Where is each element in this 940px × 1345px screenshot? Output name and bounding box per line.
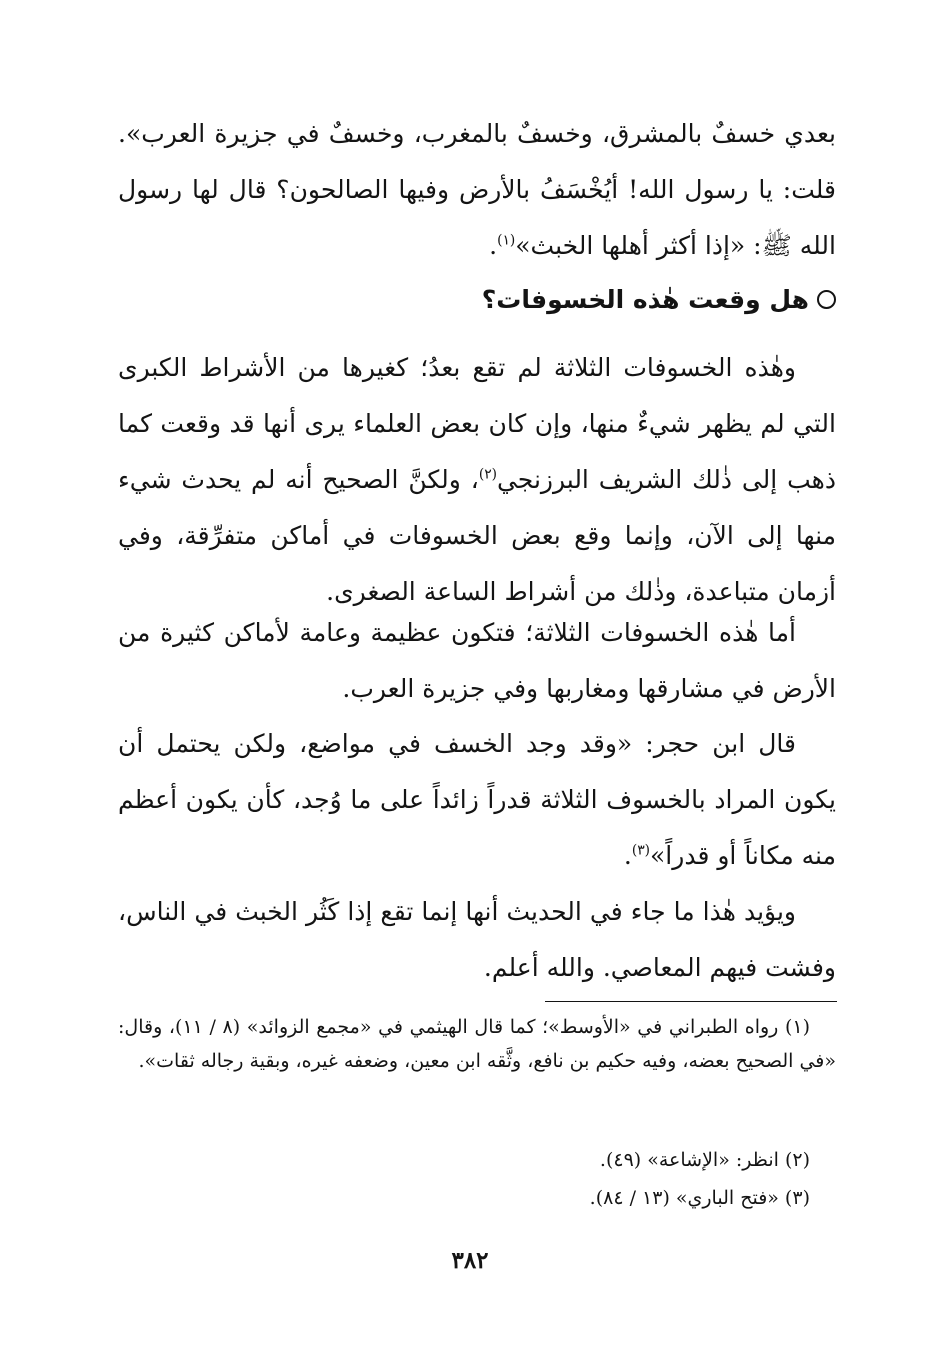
paragraph-end: . — [489, 231, 498, 260]
section-heading — [482, 272, 836, 328]
section-heading-text: هل وقعت هٰذه الخسوفات؟ — [481, 285, 809, 314]
footnote-2: (٢) انظر: «الإشاعة» (٤٩). — [599, 1149, 810, 1171]
footnote-1: (١) رواه الطبراني في «الأوسط»؛ كما قال الهيثمي في «مجمع الزوائد» (٨ / ١١)، وقال: «في الصحيح بعضه، وفيه حكيم بن نافع، وثَّقه ابن معين، وضعفه غيره، وبقية رجاله ثقات». — [118, 1016, 836, 1072]
paragraph-end: . — [623, 841, 632, 870]
circle-bullet-icon — [817, 290, 836, 309]
footnote-ref-3: (٣) — [631, 842, 651, 859]
footnote-ref-1: (١) — [497, 232, 516, 249]
page-number: ٣٨٢ — [451, 1247, 489, 1274]
footnote-3: (٣) «فتح الباري» (١٣ / ٨٤). — [589, 1187, 810, 1209]
footnote-ref-2: (٢) — [478, 466, 497, 483]
footnote-divider — [545, 1001, 837, 1002]
paragraph-three-khusufat: أما هٰذه الخسوفات الثلاثة؛ فتكون عظيمة وعامة لأماكن كثيرة من الأرض في مشارقها ومغاربها وفي جزيرة العرب. — [118, 618, 836, 703]
paragraph-text: بعدي خسفٌ بالمشرق، وخسفٌ بالمغرب، وخسفٌ في جزيرة العرب». قلت: يا رسول الله! أيُخْسَفُ بالأرض وفيها الصالحون؟ قال لها رسول الله ﷺ: «إذا أكثر أهلها الخبث» — [118, 119, 836, 260]
paragraph-text: وهٰذه الخسوفات الثلاثة لم تقع بعدُ؛ كغيرها من الأشراط الكبرى التي لم يظهر شيءٌ منها، وإن كان بعض العلماء يرى أنها قد وقعت كما ذهب إلى ذٰلك الشريف البرزنجي — [118, 353, 836, 494]
paragraph-ibn-hajar-quote — [118, 716, 836, 884]
paragraph-text: قال ابن حجر: «وقد وجد الخسف في مواضع، ولكن يحتمل أن يكون المراد بالخسوف الثلاثة قدراً زائداً على ما وُجد، كأن يكون أعظم منه مكاناً أو قدراً» — [118, 729, 836, 870]
paragraph-hadith-continuation — [118, 106, 836, 274]
paragraph-text-continued: ، ولكنَّ الصحيح أنه لم يحدث شيء منها إلى الآن، وإنما وقع بعض الخسوفات في أماكن متفرِّقة، وفي أزمان متباعدة، وذٰلك من أشراط الساعة الصغرى. — [118, 465, 836, 606]
paragraph-supporting-hadith: ويؤيد هٰذا ما جاء في الحديث أنها إنما تقع إذا كَثُر الخبث في الناس، وفشت فيهم المعاصي. والله أعلم. — [118, 897, 836, 982]
paragraph-khusufat-not-occurred — [118, 340, 836, 620]
